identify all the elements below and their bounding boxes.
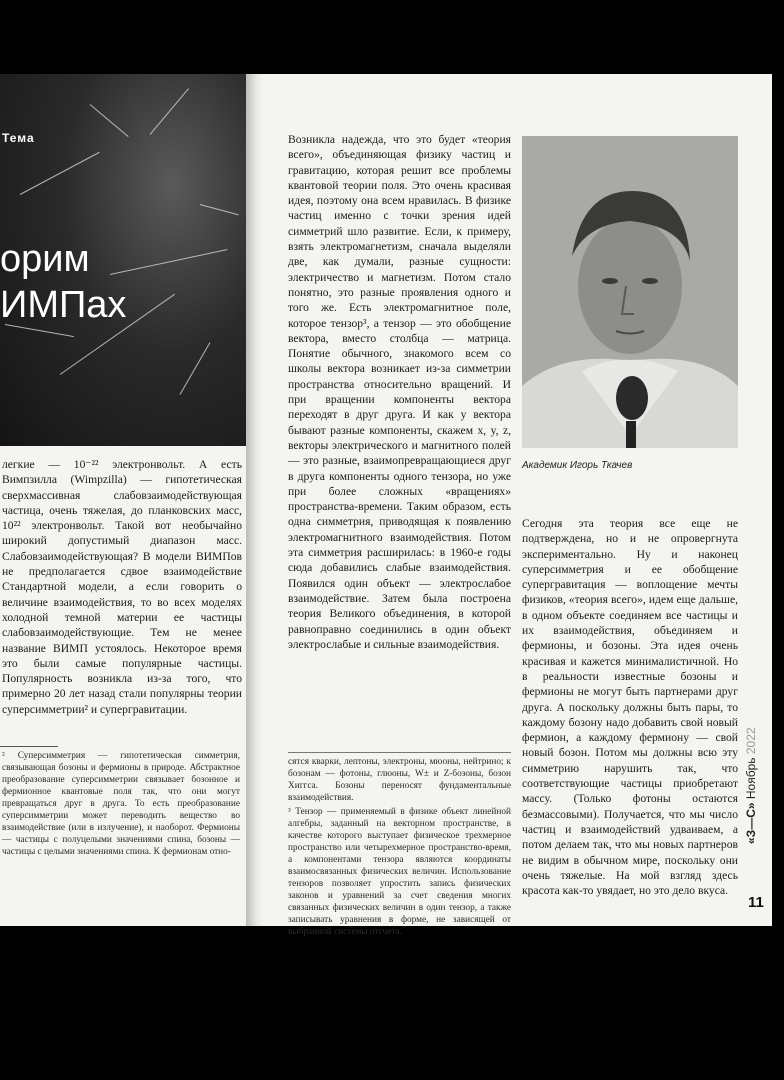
section-label: Тема [2,131,35,145]
issue-month: Ноябрь [744,757,758,800]
page-gutter [246,74,264,926]
footnote-continuation: сятся кварки, лептоны, электроны, мюоны, нейтрино; к бозонам — фотоны, глюоны, W± и Z-бозоны, бозон Хиггса. Бозоны переносят фундаментальные взаимодействия. [288,757,511,803]
left-page [0,74,246,926]
right-footnotes [288,756,511,940]
article-title-line2: ИМПах [0,284,127,326]
article-title [0,236,126,328]
col1-paragraph: Возникла надежда, что это будет «теория всего», объединяющая физику частиц и гравитацию, которая решит все проблемы квантовой теории поля. Это очень красивая идея, поэтому она всем нравилась. В физике частиц именно с точки зрения идей симметрий шло развитие. Если, к примеру, взять электромагнетизм, сначала выделяли две, как думали, разные сущности: электричество и магнетизм. Потом стало понятно, это разные проявления одного и того же. Есть электромагнитное поле, которое тензор³, а тензор — это обобщение вектора, вместо столбца — матрица. Понятие обычного, знакомого всем со школы вектора возникает из-за симметрии пространства относительно вращений. И при вращении компоненты вектора переходят в друг друга. И как у вектора бывают разные компоненты, скажем x, y, z, векторы электрического и магнитного полей — это разные, взаимопревращающиеся друг в друга компоненты одного тензора, но уже при более сложных «вращениях» пространства-времени. Таким образом, есть одна симметрия, приводящая к появлению электромагнитного взаимодействия. Потом эта симметрия расширилась: в 1960-е годы сюда добавились слабые взаимодействия. Появился один объект — электрослабое взаимодействие. Затем была построена теория Великого объединения, в которой равноправно соединились в один объект электрослабые и сильные взаимодействия. [288,133,511,651]
right-page [264,74,772,937]
footnote-divider-right [288,752,511,753]
left-body-text [2,457,242,717]
right-column-2 [522,516,738,898]
footnote-tensor: ³ Тензор — применяемый в физике объект линейной алгебры, заданный на векторном пространстве, в качестве которого выступает физическое трехмерное пространство или четырехмерное пространство-время, а компонентами тензора являются координаты взаимосвязанных физических величин. Использование тензоров позволяет упростить запись физических законов и уравнений за счет сведения многих связанных физических величин в один тензор, а также записывать уравнения в форме, не зависящей от выбранной системы отсчета. [288,807,511,937]
footnote-supersymmetry: ² Суперсимметрия — гипотетическая симметрия, связывающая бозоны и фермионы в природе. Абстрактное преобразование суперсимметрии связывает бозонное и фермионное квантовые поля так, что они могут превращаться друг в друга. То есть преобразование суперсимметрии может переводить вещество во взаимодействие (или в излучение), и наоборот. Фермионы — частицы с полуцелыми значениями спина, бозоны — частицы с целыми значениями спина. К фермионам отно- [2,751,240,857]
col2-paragraph: Сегодня эта теория все еще не подтверждена, но и не опровергнута экспериментально. Ну и наконец суперсимметрия и ее обобщение супергравитация — воплощение мечты физиков, «теория всего», идем еще дальше, в одном объекте соединяем все частицы и их взаимодействия, объединяем и фермионы, и бозоны. Эта идея очень красивая и кажется минималистичной. Но в реальности известные бозоны и фермионы не могут быть партнерами друг друга. А поскольку должны быть пары, то каждому бозону надо добавить свой новый фермион, а каждому фермиону — свой новый бозон. Потом мы должны всю эту симметрию нарушить так, что соответствующие частицы приобретают массу. (Только фотоны остаются безмассовыми). Получается, что мы число частиц и взаимодействий удваиваем, а потом делаем так, что мы новых партнеров не видим в обычном мире, поскольку они очень тяжелые. На мой взгляд здесь красота как-то увядает, но это дело вкуса. [522,517,738,898]
footnote-divider [0,746,58,747]
article-title-line1: орим [0,238,90,280]
left-footnote [2,750,240,858]
page-number: 11 [748,894,764,911]
magazine-name: «З—С» [744,802,758,844]
portrait-photo [522,136,738,448]
issue-year: 2022 [744,727,758,755]
left-paragraph: легкие — 10⁻²² электронвольт. А есть Вимпзилла (Wimpzilla) — гипотетическая сверхмассивная слабовзаимодействующая частица, очень тяжелая, до планковских масс, 10²² электронвольт. Такой вот необычайно широкий допустимый диапазон масс. Слабовзаимодействующая? В модели ВИМПов не предполагается сдвое взаимодействие Стандартной модели, а если говорить о величине взаимодействия, то во всех моделях холодной темной материи ее частицы слабовзаимодействующие. Тем не менее название ВИМП устоялось. Некоторое время это были самые популярные частицы. Популярность возникла из-за того, что примерно 20 лет назад стали популярны теории суперсимметрии² и супергравитации. [2,458,242,716]
photo-caption: Академик Игорь Ткачев [522,460,633,471]
magazine-running-head [744,694,758,844]
right-column-1 [288,132,511,652]
hero-image [0,74,246,446]
